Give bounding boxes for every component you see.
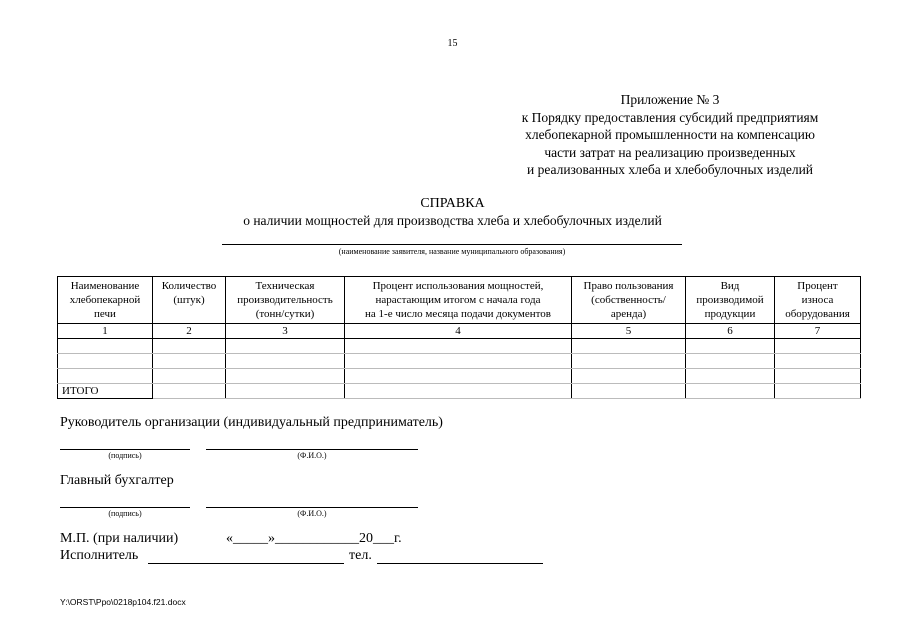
table-cell[interactable] — [226, 384, 345, 399]
table-cell[interactable] — [58, 369, 153, 384]
header-usage-percent: Процент использования мощностей, нарастающим итогом с начала года на 1-е число месяца подачи документов — [345, 277, 572, 324]
table-cell[interactable] — [345, 369, 572, 384]
table-row — [58, 354, 861, 369]
page-number: 15 — [447, 38, 458, 49]
appendix-line: и реализованных хлеба и хлебобулочных изделий — [526, 162, 814, 177]
table-cell[interactable] — [153, 354, 226, 369]
table-cell[interactable] — [153, 384, 226, 399]
table-cell[interactable] — [153, 339, 226, 354]
phone-label: тел. — [349, 548, 372, 563]
column-number: 6 — [686, 324, 775, 339]
name-caption: (Ф.И.О.) — [297, 509, 327, 518]
appendix-line: к Порядку предоставления субсидий предприятиям — [521, 109, 819, 125]
head-label: Руководитель организации (индивидуальный предприниматель) — [60, 415, 443, 430]
appendix-line: части затрат на реализацию произведенных — [544, 144, 796, 160]
executor-line[interactable] — [148, 563, 344, 564]
document-subtitle: о наличии мощностей для производства хлеба и хлебобулочных изделий — [243, 213, 662, 228]
header-product-type: Вид производимой продукции — [686, 277, 775, 324]
header-ownership: Право пользования (собственность/ аренда) — [572, 277, 686, 324]
accountant-name-line[interactable] — [206, 507, 418, 508]
appendix-line: хлебопекарной промышленности на компенсацию — [525, 127, 815, 142]
head-signature-line[interactable] — [60, 449, 190, 450]
table-cell[interactable] — [775, 339, 861, 354]
table-cell[interactable] — [226, 369, 345, 384]
table-cell[interactable] — [686, 384, 775, 399]
name-caption: (Ф.И.О.) — [297, 451, 327, 460]
stamp-label: М.П. (при наличии) — [60, 531, 179, 546]
applicant-caption: (наименование заявителя, название муниципального образования) — [338, 247, 566, 256]
table-cell[interactable] — [686, 369, 775, 384]
header-oven-name: Наименование хлебопекарной печи — [58, 277, 153, 324]
head-name-line[interactable] — [206, 449, 418, 450]
column-number: 1 — [58, 324, 153, 339]
table-cell[interactable] — [226, 339, 345, 354]
executor-label: Исполнитель — [60, 548, 139, 563]
signature-caption: (подпись) — [108, 509, 142, 518]
table-cell[interactable] — [226, 354, 345, 369]
column-number: 2 — [153, 324, 226, 339]
column-number: 5 — [572, 324, 686, 339]
accountant-signature-line[interactable] — [60, 507, 190, 508]
table-cell[interactable] — [686, 339, 775, 354]
header-capacity: Техническая производительность (тонн/сутки) — [226, 277, 345, 324]
table-cell[interactable] — [345, 354, 572, 369]
appendix-block — [470, 91, 870, 179]
accountant-label: Главный бухгалтер — [60, 473, 174, 488]
table-cell[interactable] — [58, 339, 153, 354]
applicant-line — [222, 244, 682, 245]
total-row — [58, 384, 861, 399]
table-cell[interactable] — [345, 339, 572, 354]
column-number-row — [58, 324, 861, 339]
table-cell[interactable] — [572, 369, 686, 384]
column-number: 7 — [775, 324, 861, 339]
signature-caption: (подпись) — [108, 451, 142, 460]
table-cell[interactable] — [153, 369, 226, 384]
total-label: ИТОГО — [58, 384, 153, 399]
table-row — [58, 369, 861, 384]
date-field[interactable]: «_____»____________20___г. — [226, 531, 402, 546]
table-cell[interactable] — [775, 384, 861, 399]
column-number: 4 — [345, 324, 572, 339]
capacity-table — [57, 276, 861, 399]
document-title: СПРАВКА — [420, 196, 485, 211]
table-cell[interactable] — [572, 384, 686, 399]
phone-line[interactable] — [377, 563, 543, 564]
header-wear-percent: Процент износа оборудования — [775, 277, 861, 324]
table-cell[interactable] — [572, 339, 686, 354]
column-number: 3 — [226, 324, 345, 339]
table-cell[interactable] — [775, 354, 861, 369]
table-cell[interactable] — [572, 354, 686, 369]
table-header-row — [58, 277, 861, 324]
table-cell[interactable] — [686, 354, 775, 369]
header-quantity: Количество (штук) — [153, 277, 226, 324]
appendix-line: Приложение № 3 — [620, 92, 720, 107]
table-cell[interactable] — [345, 384, 572, 399]
table-cell[interactable] — [58, 354, 153, 369]
table-row — [58, 339, 861, 354]
file-path: Y:\ORST\Ppo\0218p104.f21.docx — [60, 597, 186, 607]
table-cell[interactable] — [775, 369, 861, 384]
